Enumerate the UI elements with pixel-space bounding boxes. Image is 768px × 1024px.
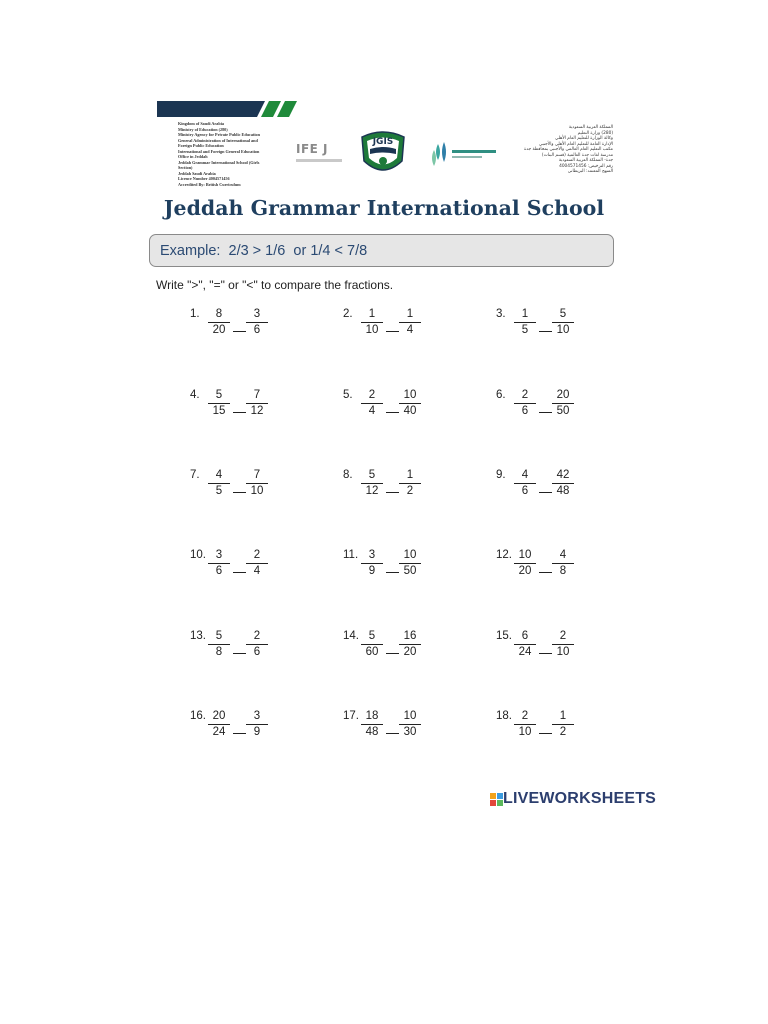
problem-2 — [343, 308, 473, 344]
problem-18 — [496, 710, 626, 746]
problem-number: 5. — [343, 389, 353, 401]
numerator: 2 — [253, 549, 261, 561]
denominator: 12 — [365, 485, 379, 497]
denominator: 20 — [403, 646, 417, 658]
fraction-right — [398, 710, 422, 739]
fraction-right — [245, 710, 269, 739]
problem-3 — [496, 308, 626, 344]
address-ar-line: (280) وزارة التعليم — [577, 130, 613, 136]
fraction-right — [398, 308, 422, 337]
problem-number: 9. — [496, 469, 506, 481]
problem-9 — [496, 469, 626, 505]
problem-6 — [496, 389, 626, 425]
fraction-bar — [514, 322, 536, 323]
numerator: 2 — [521, 710, 529, 722]
school-title: Jeddah Grammar International School — [163, 196, 605, 220]
address-en-line: Ministry Agency for Private Public Education — [178, 132, 260, 137]
liveworksheets-logo — [490, 790, 656, 808]
denominator: 6 — [215, 565, 223, 577]
numerator: 2 — [521, 389, 529, 401]
problem-number: 14. — [343, 630, 359, 642]
fraction-bar — [246, 483, 268, 484]
fraction-left — [207, 308, 231, 337]
fraction-bar — [246, 563, 268, 564]
fraction-bar — [552, 724, 574, 725]
numerator: 1 — [406, 308, 414, 320]
fraction-bar — [361, 724, 383, 725]
denominator: 30 — [403, 726, 417, 738]
fraction-left — [207, 469, 231, 498]
fraction-bar — [246, 322, 268, 323]
ifej-logo-text: IFE J — [296, 142, 329, 156]
fraction-bar — [361, 403, 383, 404]
fraction-right — [551, 308, 575, 337]
address-en-line: Jeddah Grammar International School (Girls — [178, 159, 260, 165]
address-ar-line: جدة- المملكة العربية السعودية — [558, 158, 613, 163]
problem-number: 10. — [190, 549, 206, 561]
fraction-bar — [361, 322, 383, 323]
denominator: 10 — [556, 324, 570, 336]
numerator: 3 — [215, 549, 223, 561]
fraction-bar — [399, 483, 421, 484]
fraction-left — [513, 549, 537, 578]
fraction-left — [360, 549, 384, 578]
denominator: 6 — [521, 405, 529, 417]
fraction-left — [513, 308, 537, 337]
address-ar-line: رقم الترخيص: 4004571456 — [559, 163, 613, 169]
numerator: 5 — [368, 469, 376, 481]
address-block-english — [178, 121, 288, 187]
numerator: 3 — [253, 308, 261, 320]
address-ar-line: مكتب التعليم العام العالمي والأجنبي بمحافظة جدة — [523, 147, 613, 152]
numerator: 1 — [406, 469, 414, 481]
numerator: 4 — [215, 469, 223, 481]
problem-1 — [190, 308, 320, 344]
fraction-left — [360, 469, 384, 498]
numerator: 10 — [518, 549, 532, 561]
numerator: 2 — [559, 630, 567, 642]
svg-text:JGIS: JGIS — [372, 137, 394, 147]
fraction-bar — [208, 322, 230, 323]
fraction-left — [513, 710, 537, 739]
address-en-line: Licence Number 4004571456 — [178, 176, 230, 181]
instruction-text: Write ">", "=" or "<" to compare the fractions. — [156, 278, 394, 292]
denominator: 2 — [406, 485, 414, 497]
fraction-right — [398, 549, 422, 578]
fraction-bar — [514, 563, 536, 564]
numerator: 1 — [521, 308, 529, 320]
fraction-bar — [361, 563, 383, 564]
address-en-line: Section) — [178, 165, 193, 170]
fraction-right — [551, 549, 575, 578]
address-en-line: Kingdom of Saudi Arabia — [178, 121, 224, 126]
address-en-line: Foreign Public Education — [178, 143, 224, 148]
problem-10 — [190, 549, 320, 585]
ministry-of-education-logo — [430, 138, 500, 174]
numerator: 6 — [521, 630, 529, 642]
problem-number: 6. — [496, 389, 506, 401]
denominator: 10 — [556, 646, 570, 658]
fraction-bar — [361, 644, 383, 645]
fraction-right — [398, 389, 422, 418]
fraction-left — [360, 389, 384, 418]
ifej-logo-underline — [296, 159, 342, 162]
fraction-bar — [552, 563, 574, 564]
problem-number: 12. — [496, 549, 512, 561]
fraction-bar — [208, 563, 230, 564]
problem-11 — [343, 549, 473, 585]
fraction-bar — [399, 322, 421, 323]
problem-number: 17. — [343, 710, 359, 722]
fraction-bar — [552, 322, 574, 323]
fraction-left — [207, 389, 231, 418]
fraction-bar — [552, 483, 574, 484]
fraction-bar — [208, 483, 230, 484]
fraction-bar — [514, 644, 536, 645]
denominator: 4 — [406, 324, 414, 336]
problem-12 — [496, 549, 626, 585]
fraction-right — [245, 469, 269, 498]
denominator: 12 — [250, 405, 264, 417]
denominator: 60 — [365, 646, 379, 658]
numerator: 7 — [253, 389, 261, 401]
problem-number: 13. — [190, 630, 206, 642]
problem-8 — [343, 469, 473, 505]
denominator: 5 — [215, 485, 223, 497]
problem-number: 18. — [496, 710, 512, 722]
denominator: 8 — [215, 646, 223, 658]
problem-14 — [343, 630, 473, 666]
problem-number: 15. — [496, 630, 512, 642]
fraction-bar — [246, 724, 268, 725]
address-en-line: General Administration of International and — [178, 137, 258, 143]
fraction-right — [551, 630, 575, 659]
fraction-left — [360, 308, 384, 337]
address-ar-line: الإدارة العامة للتعليم العام الأهلي والأجنبي — [538, 141, 613, 147]
fraction-bar — [514, 483, 536, 484]
fraction-bar — [208, 724, 230, 725]
fraction-bar — [399, 563, 421, 564]
numerator: 4 — [559, 549, 567, 561]
fraction-bar — [208, 644, 230, 645]
denominator: 50 — [556, 405, 570, 417]
numerator: 3 — [368, 549, 376, 561]
problem-number: 16. — [190, 710, 206, 722]
problem-13 — [190, 630, 320, 666]
numerator: 20 — [556, 389, 570, 401]
denominator: 10 — [518, 726, 532, 738]
numerator: 20 — [212, 710, 226, 722]
numerator: 10 — [403, 389, 417, 401]
numerator: 42 — [556, 469, 570, 481]
numerator: 16 — [403, 630, 417, 642]
denominator: 48 — [365, 726, 379, 738]
problem-15 — [496, 630, 626, 666]
denominator: 24 — [518, 646, 532, 658]
problem-number: 3. — [496, 308, 506, 320]
fraction-bar — [361, 483, 383, 484]
denominator: 9 — [368, 565, 376, 577]
problem-number: 11. — [343, 549, 359, 561]
fraction-left — [360, 630, 384, 659]
fraction-left — [360, 710, 384, 739]
denominator: 6 — [253, 324, 261, 336]
numerator: 1 — [368, 308, 376, 320]
numerator: 5 — [368, 630, 376, 642]
numerator: 10 — [403, 549, 417, 561]
problem-4 — [190, 389, 320, 425]
fraction-left — [513, 389, 537, 418]
problem-number: 4. — [190, 389, 200, 401]
denominator: 15 — [212, 405, 226, 417]
fraction-bar — [552, 644, 574, 645]
denominator: 48 — [556, 485, 570, 497]
fraction-right — [245, 630, 269, 659]
fraction-left — [513, 469, 537, 498]
fraction-bar — [246, 403, 268, 404]
denominator: 4 — [368, 405, 376, 417]
fraction-right — [245, 389, 269, 418]
fraction-left — [207, 710, 231, 739]
denominator: 20 — [518, 565, 532, 577]
denominator: 2 — [559, 726, 567, 738]
fraction-right — [398, 469, 422, 498]
numerator: 7 — [253, 469, 261, 481]
denominator: 6 — [253, 646, 261, 658]
denominator: 5 — [521, 324, 529, 336]
fraction-right — [398, 630, 422, 659]
problem-7 — [190, 469, 320, 505]
denominator: 10 — [250, 485, 264, 497]
address-ar-line: المنهج المعتمد: البريطاني — [567, 169, 613, 174]
address-en-line: Accredited By: British Curriculum — [178, 181, 241, 187]
example-box — [149, 234, 614, 267]
denominator: 9 — [253, 726, 261, 738]
ifej-logo — [296, 140, 342, 180]
address-en-line: Jeddah Saudi Arabia — [178, 170, 216, 176]
problem-number: 2. — [343, 308, 353, 320]
liveworksheets-icon — [490, 793, 503, 806]
fraction-right — [551, 469, 575, 498]
numerator: 10 — [403, 710, 417, 722]
fraction-right — [245, 549, 269, 578]
problem-17 — [343, 710, 473, 746]
fraction-bar — [208, 403, 230, 404]
denominator: 50 — [403, 565, 417, 577]
denominator: 40 — [403, 405, 417, 417]
problem-number: 8. — [343, 469, 353, 481]
address-en-line: International and Foreign General Education — [178, 148, 260, 154]
fraction-bar — [246, 644, 268, 645]
numerator: 2 — [253, 630, 261, 642]
denominator: 4 — [253, 565, 261, 577]
denominator: 6 — [521, 485, 529, 497]
fraction-right — [245, 308, 269, 337]
address-ar-line: مدرسة لغات جدة العالمية (قسم البنات) — [541, 152, 613, 158]
numerator: 2 — [368, 389, 376, 401]
problem-number: 7. — [190, 469, 200, 481]
denominator: 8 — [559, 565, 567, 577]
liveworksheets-wordmark: LIVEWORKSHEETS — [503, 790, 657, 807]
fraction-right — [551, 710, 575, 739]
numerator: 18 — [365, 710, 379, 722]
denominator: 20 — [212, 324, 226, 336]
numerator: 5 — [215, 630, 223, 642]
numerator: 5 — [215, 389, 223, 401]
address-en-line: Office in Jeddah — [178, 154, 208, 159]
fraction-bar — [514, 403, 536, 404]
denominator: 10 — [365, 324, 379, 336]
fraction-left — [207, 630, 231, 659]
fraction-bar — [399, 403, 421, 404]
address-ar-line: وكالة الوزارة للتعليم العام الأهلي — [555, 136, 613, 141]
problem-5 — [343, 389, 473, 425]
address-en-line: Ministry of Education (280) — [178, 126, 228, 132]
fraction-bar — [552, 403, 574, 404]
jgis-crest-logo — [356, 127, 410, 181]
fraction-bar — [514, 724, 536, 725]
fraction-right — [551, 389, 575, 418]
denominator: 24 — [212, 726, 226, 738]
numerator: 5 — [559, 308, 567, 320]
fraction-left — [513, 630, 537, 659]
address-block-arabic — [505, 125, 613, 175]
example-text: Example: 2/3 > 1/6 or 1/4 < 7/8 — [160, 243, 368, 259]
numerator: 1 — [559, 710, 567, 722]
numerator: 8 — [215, 308, 223, 320]
header-stripes — [157, 101, 297, 117]
address-ar-line: المملكة العربية السعودية — [568, 125, 613, 130]
numerator: 4 — [521, 469, 529, 481]
problem-number: 1. — [190, 308, 200, 320]
fraction-left — [207, 549, 231, 578]
numerator: 3 — [253, 710, 261, 722]
fraction-bar — [399, 724, 421, 725]
problem-16 — [190, 710, 320, 746]
fraction-bar — [399, 644, 421, 645]
